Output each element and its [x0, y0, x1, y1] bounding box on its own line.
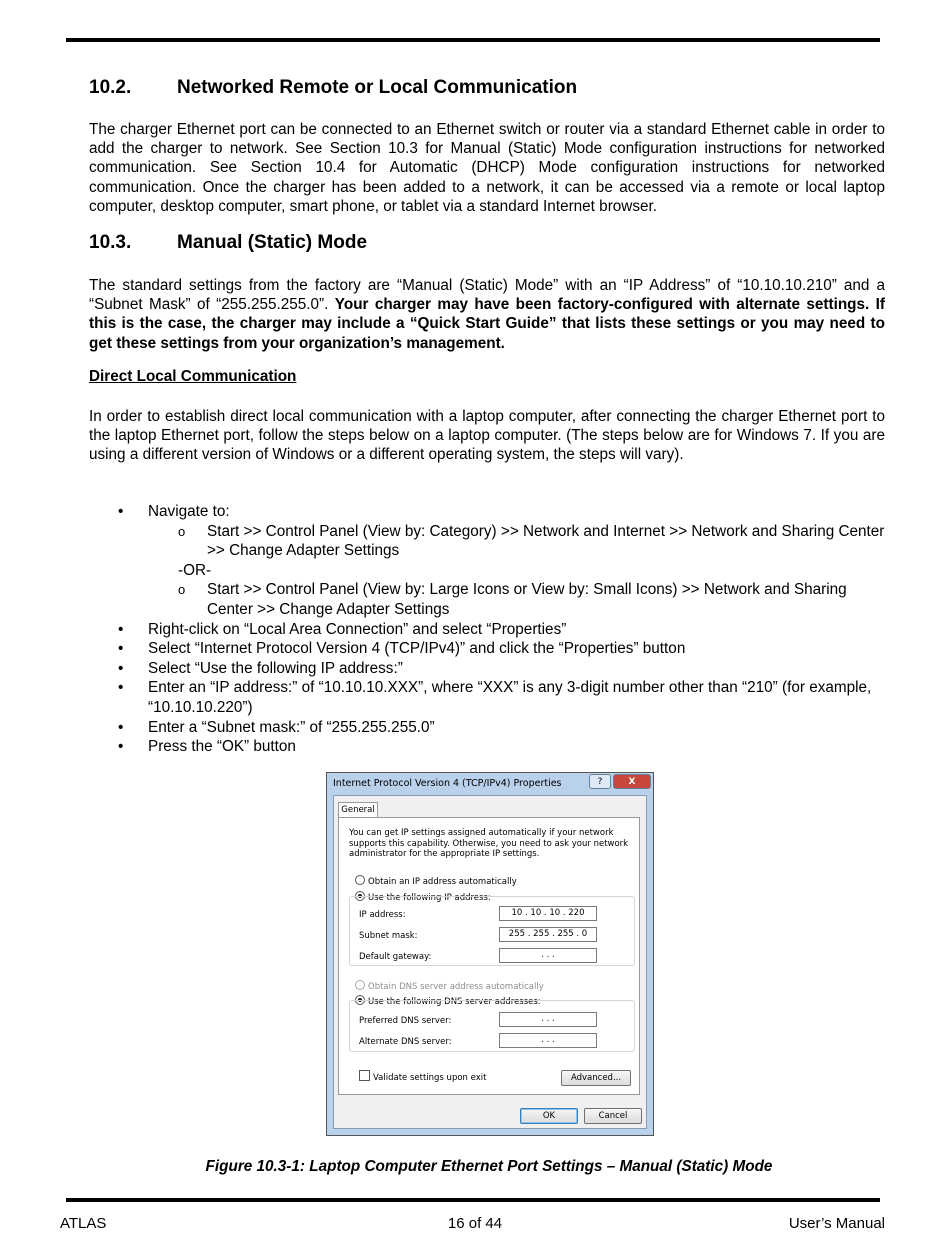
step-text: Select “Use the following IP address:”	[148, 659, 403, 677]
section-title: Networked Remote or Local Communication	[177, 77, 578, 98]
preferred-dns-field[interactable]: . . .	[499, 1012, 597, 1027]
validate-checkbox[interactable]	[359, 1070, 486, 1084]
subnet-mask-field[interactable]: 255 . 255 . 255 . 0	[499, 927, 597, 942]
list-item	[118, 620, 888, 640]
radio-icon	[355, 875, 365, 885]
dialog-body	[333, 795, 647, 1129]
paragraph-factory-settings	[89, 276, 885, 353]
ipv4-properties-dialog	[326, 772, 654, 1136]
checkbox-icon	[359, 1070, 370, 1081]
list-item	[118, 678, 888, 717]
step-text: Start >> Control Panel (View by: Large Icons or View by: Small Icons) >> Network and Sharing Center >> Change Adapter Settings	[207, 581, 847, 618]
subnet-mask-label: Subnet mask:	[359, 931, 418, 941]
bullet: •	[118, 503, 124, 520]
step-text: Navigate to:	[148, 503, 230, 520]
section-heading-10-2	[89, 77, 577, 99]
section-number: 10.3.	[89, 232, 132, 253]
preferred-dns-label: Preferred DNS server:	[359, 1016, 452, 1026]
circle-bullet: o	[178, 523, 186, 539]
intro-text: You can get IP settings assigned automatically if your network supports this capability. Otherwise, you need to ask your network administrator for the appropriate IP settings.	[349, 828, 629, 859]
figure-caption: Figure 10.3-1: Laptop Computer Ethernet Port Settings – Manual (Static) Mode	[205, 1158, 773, 1175]
footer-page-number: 16 of 44	[447, 1215, 503, 1232]
list-item	[148, 561, 888, 581]
obtain-ip-radio[interactable]	[355, 875, 517, 888]
radio-label: Obtain an IP address automatically	[368, 877, 517, 887]
list-item	[118, 737, 888, 757]
radio-icon	[355, 980, 365, 990]
nav-options	[148, 522, 888, 620]
default-gateway-field[interactable]: . . .	[499, 948, 597, 963]
section-number: 10.2.	[89, 77, 132, 98]
step-text: Start >> Control Panel (View by: Category) >> Network and Internet >> Network and Sharing Center >> Change Adapter Settings	[207, 522, 885, 560]
list-item	[118, 718, 888, 738]
list-item	[118, 639, 888, 659]
header-rule	[66, 38, 880, 42]
dialog-title: Internet Protocol Version 4 (TCP/IPv4) Properties	[333, 778, 562, 789]
list-item	[148, 580, 888, 619]
alternate-dns-field[interactable]: . . .	[499, 1033, 597, 1048]
advanced-button[interactable]: Advanced...	[561, 1070, 631, 1086]
section-title: Manual (Static) Mode	[177, 232, 368, 253]
step-text: Press the “OK” button	[148, 738, 296, 756]
circle-bullet: o	[178, 582, 186, 598]
ip-address-field[interactable]: 10 . 10 . 10 . 220	[499, 906, 597, 921]
radio-label: Use the following DNS server addresses:	[368, 997, 541, 1007]
close-icon[interactable]: X	[613, 774, 651, 789]
step-text: Right-click on “Local Area Connection” and select “Properties”	[148, 620, 567, 638]
footer-rule	[66, 1198, 880, 1202]
ok-button[interactable]: OK	[520, 1108, 578, 1124]
list-item	[118, 659, 888, 679]
footer-document-title: User’s Manual	[788, 1215, 885, 1232]
tab-general[interactable]: General	[338, 802, 378, 818]
step-text: Enter a “Subnet mask:” of “255.255.255.0”	[148, 718, 435, 736]
checkbox-label: Validate settings upon exit	[373, 1073, 487, 1083]
ip-address-label: IP address:	[359, 910, 406, 920]
factory-settings-text: The standard settings from the factory are “Manual (Static) Mode” with an “IP Address” of “10.10.10.210” and a “Subnet Mask” of “255.255.255.0”.	[89, 277, 885, 314]
bullet: •	[118, 679, 124, 697]
section-heading-10-3	[89, 232, 367, 254]
factory-settings-warning: Your charger may have been factory-configured with alternate settings. If this is the case, the charger may include a “Quick Start Guide” that lists these settings or you may need to get these settings from your organization’s management.	[89, 296, 885, 352]
paragraph-direct-local: In order to establish direct local communication with a laptop computer, after connecting the charger Ethernet port to the laptop Ethernet port, follow the steps below on a laptop computer. (The steps below are for Windows 7. If you are using a different version of Windows or a different operating system, the steps will vary).	[89, 408, 885, 464]
tab-panel-general	[338, 817, 640, 1095]
or-text: -OR-	[178, 561, 212, 579]
bullet: •	[118, 738, 124, 756]
list-item	[118, 502, 888, 620]
steps-list	[118, 502, 888, 757]
paragraph-networked: The charger Ethernet port can be connected to an Ethernet switch or router via a standard Ethernet cable in order to add the charger to network. See Section 10.3 for Manual (Static) Mode configuration instructions for networked communication. See Section 10.4 for Automatic (DHCP) Mode configuration instructions for networked communication. Once the charger has been added to a network, it can be accessed via a remote or local laptop computer, desktop computer, smart phone, or tablet via a standard Internet browser.	[89, 121, 885, 215]
subheading-direct-local: Direct Local Communication	[89, 368, 297, 385]
bullet: •	[118, 620, 124, 638]
list-item	[148, 522, 888, 561]
bullet: •	[118, 718, 124, 736]
bullet: •	[118, 640, 124, 658]
cancel-button[interactable]: Cancel	[584, 1108, 642, 1124]
obtain-dns-radio[interactable]	[355, 980, 544, 993]
footer-product: ATLAS	[60, 1215, 107, 1232]
step-text: Select “Internet Protocol Version 4 (TCP/IPv4)” and click the “Properties” button	[148, 640, 686, 658]
default-gateway-label: Default gateway:	[359, 952, 432, 962]
radio-label: Use the following IP address:	[368, 893, 491, 903]
step-text: Enter an “IP address:” of “10.10.10.XXX”, where “XXX” is any 3-digit number other than “210” (for example, “10.10.10.220”)	[148, 679, 872, 716]
help-icon[interactable]: ?	[589, 774, 611, 789]
bullet: •	[118, 659, 124, 677]
alternate-dns-label: Alternate DNS server:	[359, 1037, 452, 1047]
radio-label: Obtain DNS server address automatically	[368, 982, 544, 992]
